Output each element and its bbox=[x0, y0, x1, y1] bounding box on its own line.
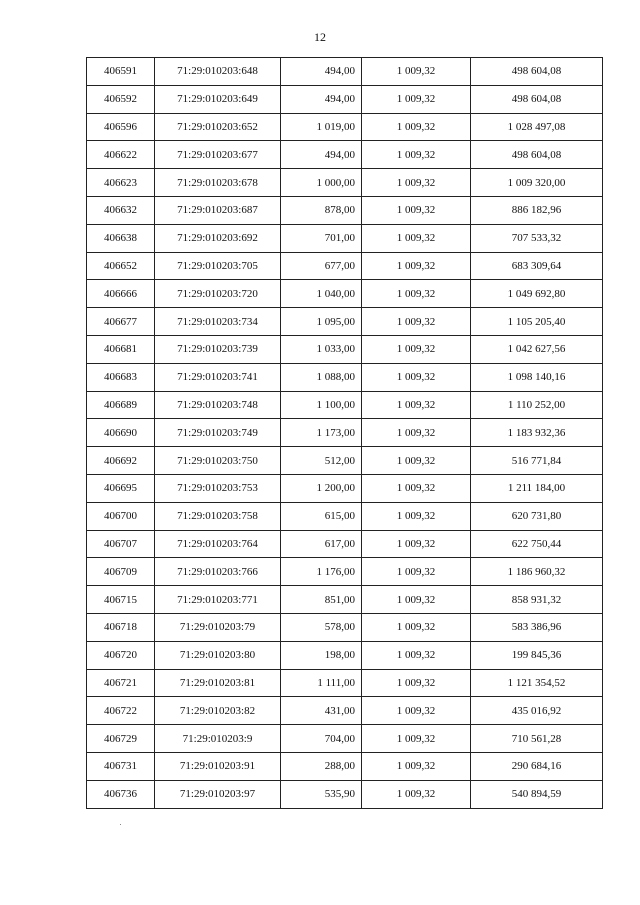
value-cell: 583 386,96 bbox=[471, 613, 603, 641]
row-id-cell: 406591 bbox=[87, 58, 155, 86]
area-cell: 1 111,00 bbox=[281, 669, 362, 697]
rate-cell: 1 009,32 bbox=[362, 419, 471, 447]
row-id-cell: 406632 bbox=[87, 196, 155, 224]
cadastral-number-cell: 71:29:010203:720 bbox=[155, 280, 281, 308]
value-cell: 622 750,44 bbox=[471, 530, 603, 558]
table-body bbox=[87, 58, 603, 809]
area-cell: 1 000,00 bbox=[281, 169, 362, 197]
value-cell: 1 183 932,36 bbox=[471, 419, 603, 447]
rate-cell: 1 009,32 bbox=[362, 474, 471, 502]
rate-cell: 1 009,32 bbox=[362, 697, 471, 725]
area-cell: 704,00 bbox=[281, 725, 362, 753]
row-id-cell: 406729 bbox=[87, 725, 155, 753]
cadastral-number-cell: 71:29:010203:649 bbox=[155, 85, 281, 113]
table-row bbox=[87, 586, 603, 614]
table-row bbox=[87, 113, 603, 141]
rate-cell: 1 009,32 bbox=[362, 530, 471, 558]
table-row bbox=[87, 363, 603, 391]
table-row bbox=[87, 502, 603, 530]
rate-cell: 1 009,32 bbox=[362, 669, 471, 697]
rate-cell: 1 009,32 bbox=[362, 308, 471, 336]
table-row bbox=[87, 641, 603, 669]
cadastral-number-cell: 71:29:010203:97 bbox=[155, 780, 281, 808]
area-cell: 494,00 bbox=[281, 58, 362, 86]
table-row bbox=[87, 391, 603, 419]
area-cell: 1 033,00 bbox=[281, 335, 362, 363]
cadastral-number-cell: 71:29:010203:739 bbox=[155, 335, 281, 363]
area-cell: 512,00 bbox=[281, 447, 362, 475]
cadastral-number-cell: 71:29:010203:766 bbox=[155, 558, 281, 586]
value-cell: 1 009 320,00 bbox=[471, 169, 603, 197]
rate-cell: 1 009,32 bbox=[362, 196, 471, 224]
row-id-cell: 406666 bbox=[87, 280, 155, 308]
row-id-cell: 406623 bbox=[87, 169, 155, 197]
row-id-cell: 406596 bbox=[87, 113, 155, 141]
cadastral-number-cell: 71:29:010203:687 bbox=[155, 196, 281, 224]
rate-cell: 1 009,32 bbox=[362, 280, 471, 308]
rate-cell: 1 009,32 bbox=[362, 141, 471, 169]
table-row bbox=[87, 85, 603, 113]
area-cell: 677,00 bbox=[281, 252, 362, 280]
area-cell: 878,00 bbox=[281, 196, 362, 224]
cadastral-number-cell: 71:29:010203:734 bbox=[155, 308, 281, 336]
area-cell: 431,00 bbox=[281, 697, 362, 725]
row-id-cell: 406718 bbox=[87, 613, 155, 641]
value-cell: 886 182,96 bbox=[471, 196, 603, 224]
row-id-cell: 406736 bbox=[87, 780, 155, 808]
row-id-cell: 406622 bbox=[87, 141, 155, 169]
rate-cell: 1 009,32 bbox=[362, 391, 471, 419]
area-cell: 1 176,00 bbox=[281, 558, 362, 586]
value-cell: 498 604,08 bbox=[471, 141, 603, 169]
table-row bbox=[87, 280, 603, 308]
table-row bbox=[87, 141, 603, 169]
table-row bbox=[87, 335, 603, 363]
scan-speck bbox=[120, 824, 121, 825]
row-id-cell: 406707 bbox=[87, 530, 155, 558]
cadastral-number-cell: 71:29:010203:79 bbox=[155, 613, 281, 641]
value-cell: 516 771,84 bbox=[471, 447, 603, 475]
area-cell: 1 200,00 bbox=[281, 474, 362, 502]
cadastral-number-cell: 71:29:010203:81 bbox=[155, 669, 281, 697]
value-cell: 683 309,64 bbox=[471, 252, 603, 280]
area-cell: 1 040,00 bbox=[281, 280, 362, 308]
table-row bbox=[87, 224, 603, 252]
row-id-cell: 406709 bbox=[87, 558, 155, 586]
table-row bbox=[87, 780, 603, 808]
table-row bbox=[87, 252, 603, 280]
table-row bbox=[87, 530, 603, 558]
area-cell: 1 173,00 bbox=[281, 419, 362, 447]
rate-cell: 1 009,32 bbox=[362, 252, 471, 280]
cadastral-number-cell: 71:29:010203:750 bbox=[155, 447, 281, 475]
area-cell: 615,00 bbox=[281, 502, 362, 530]
table-row bbox=[87, 697, 603, 725]
cadastral-number-cell: 71:29:010203:749 bbox=[155, 419, 281, 447]
row-id-cell: 406720 bbox=[87, 641, 155, 669]
value-cell: 858 931,32 bbox=[471, 586, 603, 614]
table-row bbox=[87, 58, 603, 86]
row-id-cell: 406638 bbox=[87, 224, 155, 252]
value-cell: 1 042 627,56 bbox=[471, 335, 603, 363]
rate-cell: 1 009,32 bbox=[362, 586, 471, 614]
rate-cell: 1 009,32 bbox=[362, 502, 471, 530]
table-row bbox=[87, 613, 603, 641]
cadastral-number-cell: 71:29:010203:678 bbox=[155, 169, 281, 197]
row-id-cell: 406677 bbox=[87, 308, 155, 336]
rate-cell: 1 009,32 bbox=[362, 85, 471, 113]
table-row bbox=[87, 474, 603, 502]
row-id-cell: 406681 bbox=[87, 335, 155, 363]
cadastral-number-cell: 71:29:010203:692 bbox=[155, 224, 281, 252]
cadastral-number-cell: 71:29:010203:764 bbox=[155, 530, 281, 558]
table-row bbox=[87, 196, 603, 224]
rate-cell: 1 009,32 bbox=[362, 447, 471, 475]
value-cell: 710 561,28 bbox=[471, 725, 603, 753]
cadastral-number-cell: 71:29:010203:91 bbox=[155, 752, 281, 780]
cadastral-number-cell: 71:29:010203:771 bbox=[155, 586, 281, 614]
row-id-cell: 406715 bbox=[87, 586, 155, 614]
row-id-cell: 406592 bbox=[87, 85, 155, 113]
table-row bbox=[87, 558, 603, 586]
value-cell: 1 110 252,00 bbox=[471, 391, 603, 419]
rate-cell: 1 009,32 bbox=[362, 641, 471, 669]
value-cell: 199 845,36 bbox=[471, 641, 603, 669]
area-cell: 535,90 bbox=[281, 780, 362, 808]
value-cell: 1 028 497,08 bbox=[471, 113, 603, 141]
area-cell: 851,00 bbox=[281, 586, 362, 614]
value-cell: 290 684,16 bbox=[471, 752, 603, 780]
rate-cell: 1 009,32 bbox=[362, 780, 471, 808]
row-id-cell: 406690 bbox=[87, 419, 155, 447]
row-id-cell: 406683 bbox=[87, 363, 155, 391]
cadastral-number-cell: 71:29:010203:652 bbox=[155, 113, 281, 141]
value-cell: 540 894,59 bbox=[471, 780, 603, 808]
table-row bbox=[87, 447, 603, 475]
cadastral-number-cell: 71:29:010203:705 bbox=[155, 252, 281, 280]
table-row bbox=[87, 752, 603, 780]
area-cell: 288,00 bbox=[281, 752, 362, 780]
area-cell: 198,00 bbox=[281, 641, 362, 669]
rate-cell: 1 009,32 bbox=[362, 58, 471, 86]
rate-cell: 1 009,32 bbox=[362, 113, 471, 141]
area-cell: 1 088,00 bbox=[281, 363, 362, 391]
rate-cell: 1 009,32 bbox=[362, 169, 471, 197]
rate-cell: 1 009,32 bbox=[362, 335, 471, 363]
area-cell: 617,00 bbox=[281, 530, 362, 558]
value-cell: 620 731,80 bbox=[471, 502, 603, 530]
row-id-cell: 406695 bbox=[87, 474, 155, 502]
value-cell: 1 098 140,16 bbox=[471, 363, 603, 391]
row-id-cell: 406731 bbox=[87, 752, 155, 780]
area-cell: 1 100,00 bbox=[281, 391, 362, 419]
cadastral-number-cell: 71:29:010203:753 bbox=[155, 474, 281, 502]
cadastral-number-cell: 71:29:010203:677 bbox=[155, 141, 281, 169]
value-cell: 707 533,32 bbox=[471, 224, 603, 252]
area-cell: 1 095,00 bbox=[281, 308, 362, 336]
area-cell: 1 019,00 bbox=[281, 113, 362, 141]
value-cell: 1 186 960,32 bbox=[471, 558, 603, 586]
cadastral-number-cell: 71:29:010203:758 bbox=[155, 502, 281, 530]
cadastral-number-cell: 71:29:010203:741 bbox=[155, 363, 281, 391]
value-cell: 498 604,08 bbox=[471, 85, 603, 113]
page-number: 12 bbox=[314, 30, 326, 44]
rate-cell: 1 009,32 bbox=[362, 613, 471, 641]
rate-cell: 1 009,32 bbox=[362, 363, 471, 391]
cadastral-table bbox=[86, 57, 603, 809]
cadastral-number-cell: 71:29:010203:82 bbox=[155, 697, 281, 725]
area-cell: 494,00 bbox=[281, 141, 362, 169]
rate-cell: 1 009,32 bbox=[362, 725, 471, 753]
value-cell: 498 604,08 bbox=[471, 58, 603, 86]
cadastral-number-cell: 71:29:010203:648 bbox=[155, 58, 281, 86]
table-row bbox=[87, 669, 603, 697]
value-cell: 1 211 184,00 bbox=[471, 474, 603, 502]
cadastral-number-cell: 71:29:010203:9 bbox=[155, 725, 281, 753]
value-cell: 435 016,92 bbox=[471, 697, 603, 725]
table-row bbox=[87, 725, 603, 753]
table-row bbox=[87, 169, 603, 197]
row-id-cell: 406689 bbox=[87, 391, 155, 419]
cadastral-number-cell: 71:29:010203:80 bbox=[155, 641, 281, 669]
row-id-cell: 406652 bbox=[87, 252, 155, 280]
cadastral-number-cell: 71:29:010203:748 bbox=[155, 391, 281, 419]
rate-cell: 1 009,32 bbox=[362, 224, 471, 252]
row-id-cell: 406700 bbox=[87, 502, 155, 530]
rate-cell: 1 009,32 bbox=[362, 752, 471, 780]
row-id-cell: 406722 bbox=[87, 697, 155, 725]
value-cell: 1 049 692,80 bbox=[471, 280, 603, 308]
area-cell: 578,00 bbox=[281, 613, 362, 641]
rate-cell: 1 009,32 bbox=[362, 558, 471, 586]
value-cell: 1 105 205,40 bbox=[471, 308, 603, 336]
row-id-cell: 406692 bbox=[87, 447, 155, 475]
row-id-cell: 406721 bbox=[87, 669, 155, 697]
area-cell: 701,00 bbox=[281, 224, 362, 252]
table-row bbox=[87, 308, 603, 336]
area-cell: 494,00 bbox=[281, 85, 362, 113]
value-cell: 1 121 354,52 bbox=[471, 669, 603, 697]
table-row bbox=[87, 419, 603, 447]
